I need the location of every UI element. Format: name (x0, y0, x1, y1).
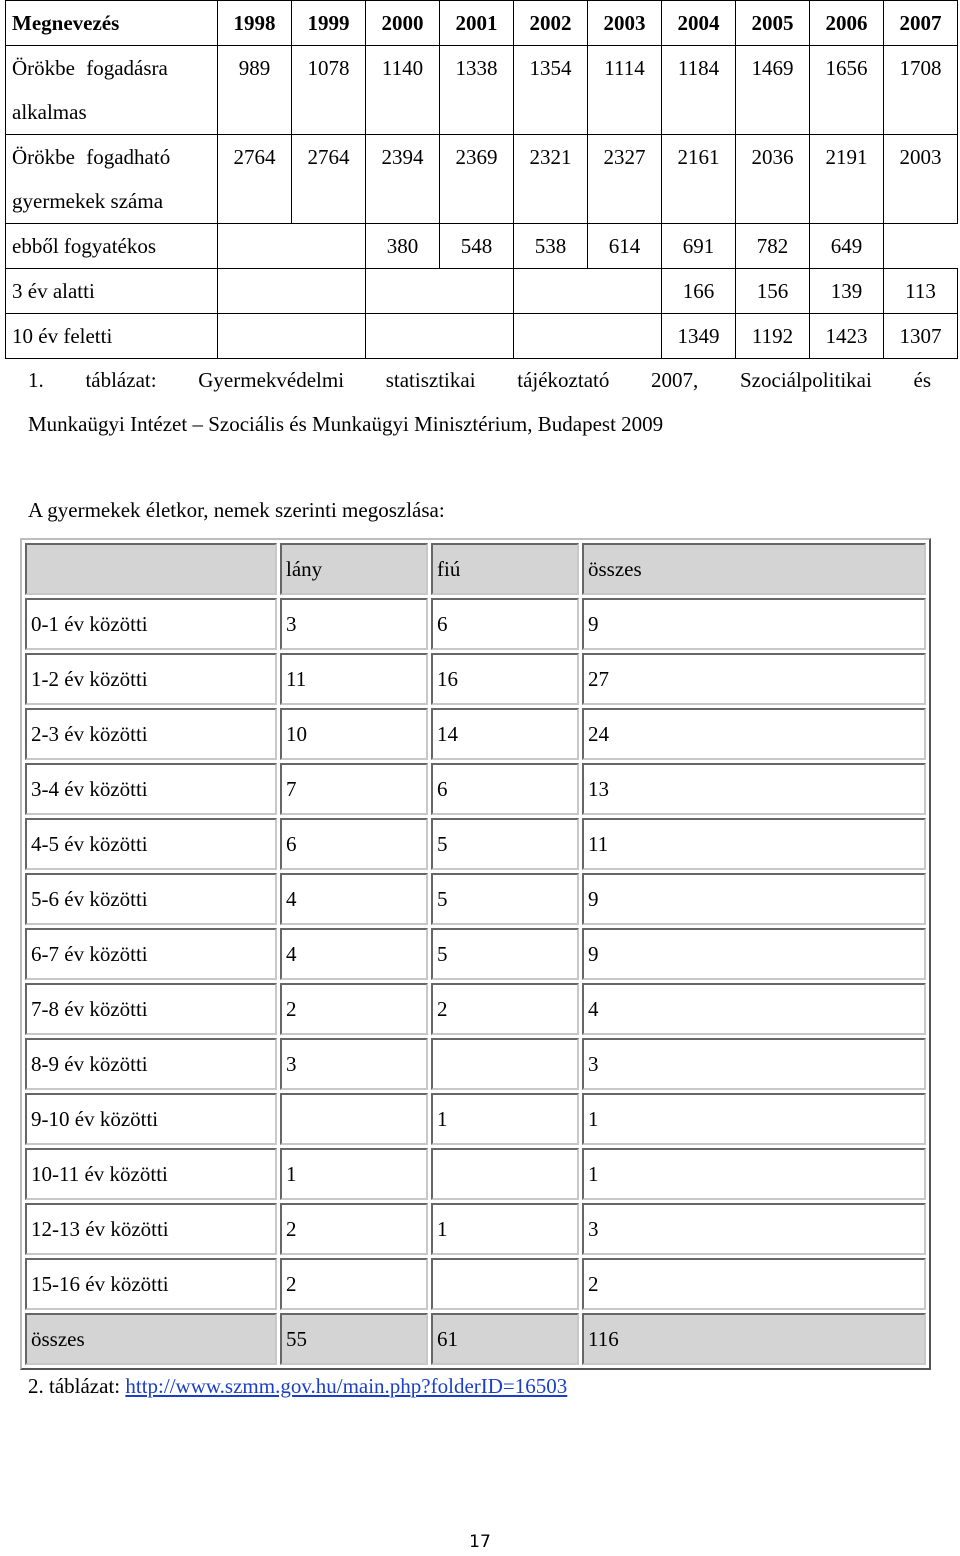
table-row (25, 708, 926, 760)
table-row (6, 46, 958, 135)
row-label: 1-2 év közötti (25, 653, 277, 705)
table-cell: 1 (280, 1148, 428, 1200)
row-label: ebből fogyatékos (6, 224, 218, 269)
table-cell: 10 (280, 708, 428, 760)
table-cell: 782 (736, 224, 810, 269)
table-cell: 1 (582, 1148, 926, 1200)
table-cell: 2327 (588, 135, 662, 224)
table-row (25, 1093, 926, 1145)
table-cell: 2764 (218, 135, 292, 224)
table-cell: 24 (582, 708, 926, 760)
table-cell: 2 (431, 983, 579, 1035)
table-cell: 614 (588, 224, 662, 269)
header-cell: 1999 (292, 1, 366, 46)
row-label-line: gyermekek száma (12, 189, 164, 213)
table-2-caption (28, 1368, 567, 1404)
row-label-line: Örökbe fogadásra (12, 56, 168, 80)
row-label: 12-13 év közötti (25, 1203, 277, 1255)
row-label (6, 46, 218, 135)
caption-prefix: 2. táblázat: (28, 1374, 126, 1398)
table-cell: 1078 (292, 46, 366, 135)
table-cell: 2321 (514, 135, 588, 224)
table-cell: 2003 (884, 135, 958, 224)
table-cell (366, 314, 514, 359)
row-label: 3 év alatti (6, 269, 218, 314)
header-cell: 2001 (440, 1, 514, 46)
adoption-statistics-table (5, 0, 958, 359)
table-cell: 5 (431, 818, 579, 870)
table-row (25, 1203, 926, 1255)
table-cell: 13 (582, 763, 926, 815)
table-cell: 16 (431, 653, 579, 705)
table-cell: 3 (280, 1038, 428, 1090)
header-cell: 2003 (588, 1, 662, 46)
header-cell (25, 543, 277, 595)
table-cell: 1423 (810, 314, 884, 359)
table-cell: 113 (884, 269, 958, 314)
header-cell: fiú (431, 543, 579, 595)
table-cell: 9 (582, 598, 926, 650)
table-cell: 2 (280, 1258, 428, 1310)
table-cell: 11 (280, 653, 428, 705)
table-cell: 2036 (736, 135, 810, 224)
table-cell: 5 (431, 928, 579, 980)
table-cell: 1140 (366, 46, 440, 135)
header-cell: 2002 (514, 1, 588, 46)
table-cell: 156 (736, 269, 810, 314)
table-cell (366, 269, 514, 314)
table-cell: 3 (582, 1203, 926, 1255)
table-cell: 11 (582, 818, 926, 870)
table-cell: 3 (582, 1038, 926, 1090)
table-cell: 27 (582, 653, 926, 705)
table-row (25, 598, 926, 650)
row-label: 6-7 év közötti (25, 928, 277, 980)
table-row (25, 653, 926, 705)
row-label: 9-10 év közötti (25, 1093, 277, 1145)
table-cell: 6 (280, 818, 428, 870)
table-cell (431, 1258, 579, 1310)
table-cell: 649 (810, 224, 884, 269)
table-cell (280, 1093, 428, 1145)
table-row (6, 314, 958, 359)
table-row (25, 818, 926, 870)
table-cell (218, 224, 366, 269)
header-cell: 2000 (366, 1, 440, 46)
table-cell: összes (25, 1313, 277, 1365)
table-cell: 2 (280, 1203, 428, 1255)
table-cell: 2369 (440, 135, 514, 224)
row-label: 7-8 év közötti (25, 983, 277, 1035)
table-cell: 989 (218, 46, 292, 135)
table-cell: 3 (280, 598, 428, 650)
table-cell: 5 (431, 873, 579, 925)
table-cell: 691 (662, 224, 736, 269)
table-cell: 1656 (810, 46, 884, 135)
table-cell: 538 (514, 224, 588, 269)
row-label (6, 135, 218, 224)
table-cell: 139 (810, 269, 884, 314)
table-header-row (25, 543, 926, 595)
row-label: 4-5 év közötti (25, 818, 277, 870)
table-cell: 7 (280, 763, 428, 815)
table-row (25, 1258, 926, 1310)
table-1-caption (28, 358, 931, 446)
table-cell: 61 (431, 1313, 579, 1365)
table-cell: 6 (431, 598, 579, 650)
table-cell: 4 (280, 928, 428, 980)
table-cell: 6 (431, 763, 579, 815)
table-cell (218, 314, 366, 359)
table-header-row (6, 1, 958, 46)
table-row (6, 224, 958, 269)
table-row (25, 1148, 926, 1200)
header-cell: lány (280, 543, 428, 595)
table-cell: 2161 (662, 135, 736, 224)
section-heading: A gyermekek életkor, nemek szerinti megoszlása: (28, 498, 445, 522)
table-cell: 1114 (588, 46, 662, 135)
table-cell: 2 (280, 983, 428, 1035)
table-cell: 548 (440, 224, 514, 269)
header-cell: Megnevezés (6, 1, 218, 46)
caption-line: 1. táblázat: Gyermekvédelmi statisztikai tájékoztató 2007, Szociálpolitikai és (28, 368, 931, 392)
table-cell (514, 269, 662, 314)
table-cell: 1 (582, 1093, 926, 1145)
table-cell: 9 (582, 928, 926, 980)
row-label-line: alkalmas (12, 100, 87, 124)
table-row (6, 269, 958, 314)
table-row (25, 928, 926, 980)
header-cell: 2006 (810, 1, 884, 46)
table-cell: 2394 (366, 135, 440, 224)
table-cell: 380 (366, 224, 440, 269)
header-cell: 2005 (736, 1, 810, 46)
table-cell: 116 (582, 1313, 926, 1365)
table-cell: 2191 (810, 135, 884, 224)
table-cell: 55 (280, 1313, 428, 1365)
table-cell: 14 (431, 708, 579, 760)
table-row (6, 135, 958, 224)
table-cell: 1 (431, 1093, 579, 1145)
table-row (25, 983, 926, 1035)
row-label: 15-16 év közötti (25, 1258, 277, 1310)
table-cell: 2 (582, 1258, 926, 1310)
table-cell: 1349 (662, 314, 736, 359)
caption-line: Munkaügyi Intézet – Szociális és Munkaügyi Minisztérium, Budapest 2009 (28, 412, 664, 436)
table-cell: 1307 (884, 314, 958, 359)
page-number: 17 (469, 1532, 491, 1552)
row-label-line: Örökbe fogadható (12, 145, 171, 169)
table-cell: 4 (280, 873, 428, 925)
table-cell (431, 1038, 579, 1090)
table-cell (218, 269, 366, 314)
table-cell: 166 (662, 269, 736, 314)
row-label: 10 év feletti (6, 314, 218, 359)
source-link[interactable]: http://www.szmm.gov.hu/main.php?folderID=16503 (125, 1374, 568, 1398)
table-cell: 1338 (440, 46, 514, 135)
header-cell: 2004 (662, 1, 736, 46)
row-label: 8-9 év közötti (25, 1038, 277, 1090)
table-cell: 1708 (884, 46, 958, 135)
table-row (25, 1038, 926, 1090)
header-cell: 2007 (884, 1, 958, 46)
table-cell: 9 (582, 873, 926, 925)
header-cell: 1998 (218, 1, 292, 46)
table-cell: 4 (582, 983, 926, 1035)
row-label: 3-4 év közötti (25, 763, 277, 815)
row-label: 10-11 év közötti (25, 1148, 277, 1200)
row-label: 0-1 év közötti (25, 598, 277, 650)
table-cell (514, 314, 662, 359)
row-label: 2-3 év közötti (25, 708, 277, 760)
table-cell (431, 1148, 579, 1200)
row-label: 5-6 év közötti (25, 873, 277, 925)
table-cell: 1469 (736, 46, 810, 135)
table-cell: 1184 (662, 46, 736, 135)
total-row (25, 1313, 926, 1365)
header-cell: összes (582, 543, 926, 595)
table-cell: 1354 (514, 46, 588, 135)
table-cell: 2764 (292, 135, 366, 224)
age-gender-table (20, 538, 931, 1370)
table-cell: 1192 (736, 314, 810, 359)
table-row (25, 873, 926, 925)
table-cell: 1 (431, 1203, 579, 1255)
table-row (25, 763, 926, 815)
